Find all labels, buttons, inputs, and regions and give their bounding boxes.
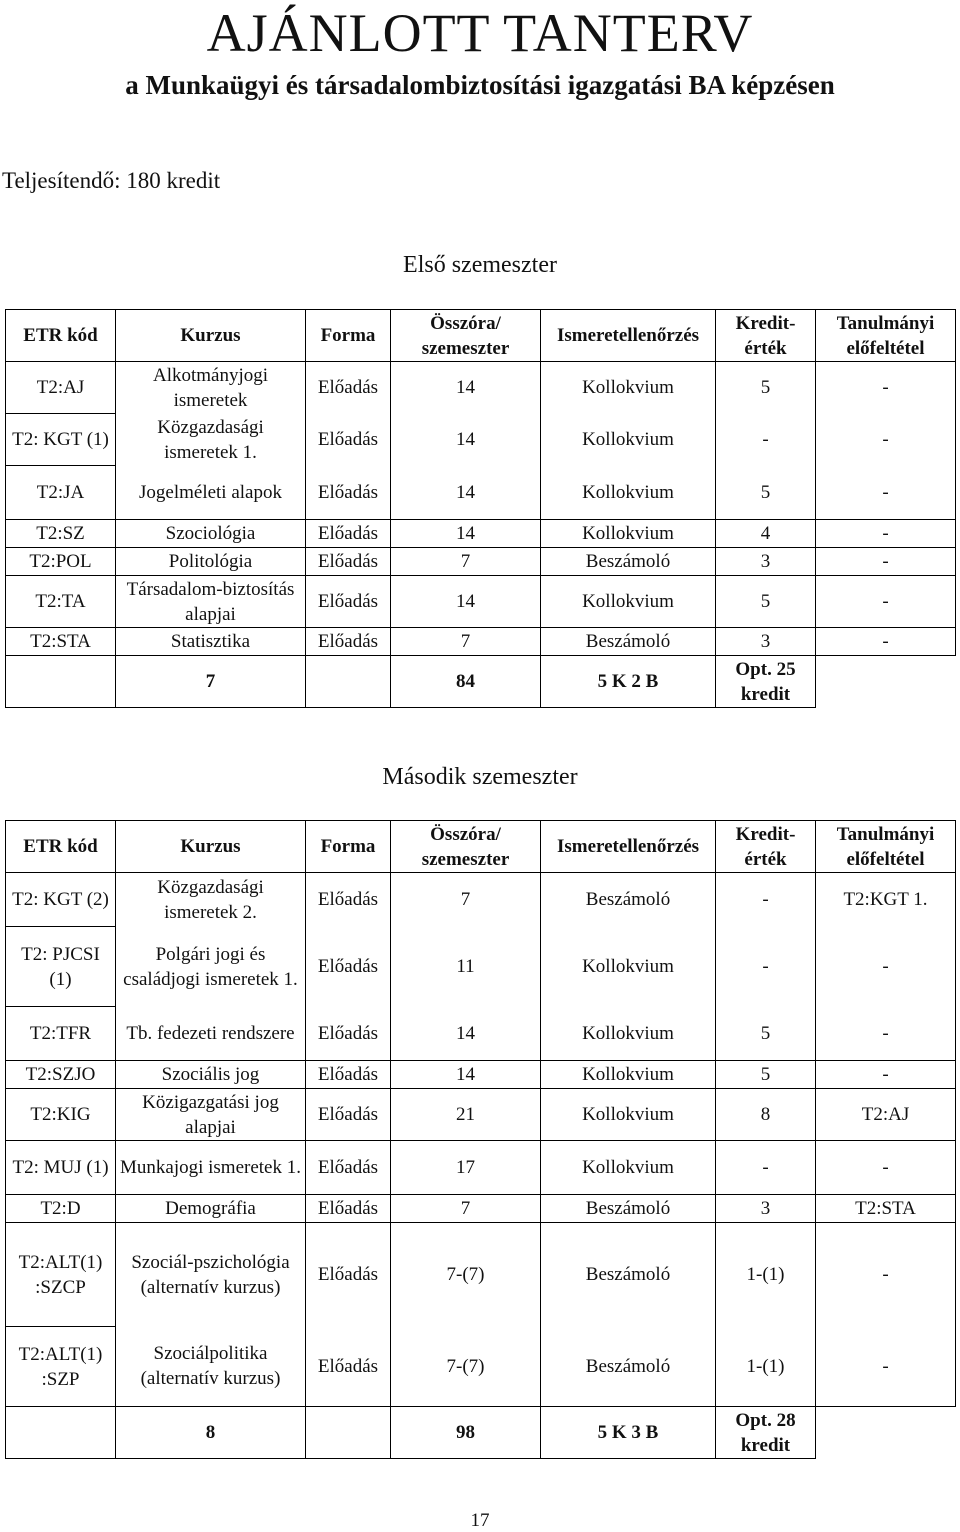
cell-code: T2:SZ <box>6 520 116 548</box>
table-header <box>6 821 956 873</box>
cell-prereq: - <box>816 520 956 548</box>
col-header: Tanulmányi előfeltétel <box>816 310 956 362</box>
col-header: Ismeretellenőrzés <box>541 821 716 873</box>
cell-hours: 14 <box>391 576 541 628</box>
cell-course: Közigazgatási jog alapjai <box>116 1089 306 1141</box>
cell-form: Előadás <box>306 927 391 1007</box>
table-row <box>6 628 956 656</box>
cell-prereq: T2:STA <box>816 1195 956 1223</box>
cell-exam: Kollokvium <box>541 1089 716 1141</box>
cell-form: Előadás <box>306 1223 391 1327</box>
cell-credit: - <box>716 1141 816 1195</box>
cell-hours: 7 <box>391 628 541 656</box>
cell-credit: - <box>716 873 816 927</box>
cell-code: T2:KIG <box>6 1089 116 1141</box>
cell-course: Szociális jog <box>116 1061 306 1089</box>
cell-form: Előadás <box>306 873 391 927</box>
cell-code: T2:AJ <box>6 362 116 414</box>
cell-form: Előadás <box>306 1195 391 1223</box>
cell-form: Előadás <box>306 466 391 520</box>
cell-form: Előadás <box>306 1141 391 1195</box>
cell-code: T2:STA <box>6 628 116 656</box>
cell-credit: 8 <box>716 1089 816 1141</box>
cell-code: T2:ALT(1) :SZP <box>6 1327 116 1407</box>
cell-prereq: T2:AJ <box>816 1089 956 1141</box>
table-row <box>6 1007 956 1061</box>
col-header: ETR kód <box>6 310 116 362</box>
cell-exam: Kollokvium <box>541 576 716 628</box>
col-header: Összóra/ szemeszter <box>391 310 541 362</box>
total-credits: Teljesítendő: 180 kredit <box>2 168 221 193</box>
cell-course: Szociálpolitika (alternatív kurzus) <box>116 1327 306 1407</box>
cell-code: T2: KGT (2) <box>6 873 116 927</box>
table-row <box>6 362 956 414</box>
cell-form: Előadás <box>306 1089 391 1141</box>
cell-exam: Kollokvium <box>541 414 716 466</box>
cell-course: Statisztika <box>116 628 306 656</box>
table-row <box>6 927 956 1007</box>
cell-empty <box>306 1407 391 1459</box>
cell-prereq: - <box>816 576 956 628</box>
cell-form: Előadás <box>306 520 391 548</box>
total-courses: 7 <box>116 656 306 708</box>
cell-credit: 5 <box>716 466 816 520</box>
cell-course: Szociál-pszichológia (alternatív kurzus) <box>116 1223 306 1327</box>
cell-prereq: - <box>816 927 956 1007</box>
cell-empty <box>306 656 391 708</box>
table-row <box>6 1061 956 1089</box>
document-title: AJÁNLOTT TANTERV <box>206 3 754 63</box>
table-row <box>6 1223 956 1327</box>
cell-course: Munkajogi ismeretek 1. <box>116 1141 306 1195</box>
cell-empty <box>6 656 116 708</box>
cell-credit: 5 <box>716 576 816 628</box>
total-exams: 5 K 3 B <box>541 1407 716 1459</box>
cell-code: T2:D <box>6 1195 116 1223</box>
cell-hours: 14 <box>391 1007 541 1061</box>
cell-exam: Kollokvium <box>541 1007 716 1061</box>
total-exams: 5 K 2 B <box>541 656 716 708</box>
cell-exam: Beszámoló <box>541 1223 716 1327</box>
table-row <box>6 548 956 576</box>
cell-code: T2: KGT (1) <box>6 414 116 466</box>
cell-empty <box>6 1407 116 1459</box>
cell-credit: 5 <box>716 362 816 414</box>
semester-1-title: Első szemeszter <box>403 252 557 278</box>
semester-2-title: Második szemeszter <box>382 764 578 790</box>
col-header: Kurzus <box>116 821 306 873</box>
cell-prereq: - <box>816 1327 956 1407</box>
cell-form: Előadás <box>306 1327 391 1407</box>
cell-course: Szociológia <box>116 520 306 548</box>
cell-hours: 14 <box>391 520 541 548</box>
table-row <box>6 1141 956 1195</box>
cell-exam: Beszámoló <box>541 548 716 576</box>
total-hours: 84 <box>391 656 541 708</box>
cell-exam: Kollokvium <box>541 362 716 414</box>
col-header: Forma <box>306 310 391 362</box>
col-header: Kredit-érték <box>716 821 816 873</box>
cell-prereq: - <box>816 1007 956 1061</box>
table-row <box>6 576 956 628</box>
totals-row <box>6 1407 956 1459</box>
cell-prereq: - <box>816 414 956 466</box>
cell-exam: Beszámoló <box>541 873 716 927</box>
cell-hours: 7 <box>391 1195 541 1223</box>
cell-credit: 3 <box>716 1195 816 1223</box>
cell-prereq: - <box>816 1141 956 1195</box>
cell-hours: 21 <box>391 1089 541 1141</box>
cell-exam: Beszámoló <box>541 1327 716 1407</box>
cell-empty <box>816 656 956 708</box>
cell-course: Közgazdasági ismeretek 1. <box>116 414 306 466</box>
cell-code: T2:ALT(1) :SZCP <box>6 1223 116 1327</box>
col-header: Ismeretellenőrzés <box>541 310 716 362</box>
cell-credit: 4 <box>716 520 816 548</box>
col-header: Forma <box>306 821 391 873</box>
table-row <box>6 1089 956 1141</box>
cell-hours: 14 <box>391 362 541 414</box>
total-credits: Opt. 28 kredit <box>716 1407 816 1459</box>
cell-hours: 7 <box>391 548 541 576</box>
table-row <box>6 1327 956 1407</box>
cell-credit: 1-(1) <box>716 1223 816 1327</box>
cell-code: T2:POL <box>6 548 116 576</box>
cell-credit: - <box>716 414 816 466</box>
cell-course: Tb. fedezeti rendszere <box>116 1007 306 1061</box>
col-header: Kredit-érték <box>716 310 816 362</box>
cell-code: T2:SZJO <box>6 1061 116 1089</box>
page-number: 17 <box>470 1510 490 1531</box>
cell-exam: Beszámoló <box>541 628 716 656</box>
cell-course: Társadalom-biztosítás alapjai <box>116 576 306 628</box>
cell-exam: Kollokvium <box>541 466 716 520</box>
cell-exam: Kollokvium <box>541 927 716 1007</box>
table-row <box>6 1195 956 1223</box>
cell-prereq: - <box>816 628 956 656</box>
table-row <box>6 466 956 520</box>
cell-prereq: - <box>816 362 956 414</box>
cell-hours: 7-(7) <box>391 1223 541 1327</box>
cell-prereq: - <box>816 1061 956 1089</box>
cell-code: T2: PJCSI (1) <box>6 927 116 1007</box>
cell-course: Demográfia <box>116 1195 306 1223</box>
col-header: Kurzus <box>116 310 306 362</box>
cell-prereq: T2:KGT 1. <box>816 873 956 927</box>
cell-hours: 7-(7) <box>391 1327 541 1407</box>
cell-hours: 17 <box>391 1141 541 1195</box>
cell-hours: 14 <box>391 1061 541 1089</box>
semester-2-table <box>5 820 956 1459</box>
cell-hours: 14 <box>391 466 541 520</box>
cell-form: Előadás <box>306 576 391 628</box>
semester-1-table <box>5 309 956 708</box>
cell-course: Jogelméleti alapok <box>116 466 306 520</box>
table-row <box>6 873 956 927</box>
total-hours: 98 <box>391 1407 541 1459</box>
cell-prereq: - <box>816 548 956 576</box>
cell-credit: 3 <box>716 548 816 576</box>
cell-code: T2:JA <box>6 466 116 520</box>
totals-row <box>6 656 956 708</box>
cell-course: Politológia <box>116 548 306 576</box>
cell-exam: Kollokvium <box>541 520 716 548</box>
cell-form: Előadás <box>306 548 391 576</box>
cell-credit: 3 <box>716 628 816 656</box>
cell-prereq: - <box>816 466 956 520</box>
total-courses: 8 <box>116 1407 306 1459</box>
cell-form: Előadás <box>306 1061 391 1089</box>
cell-credit: 5 <box>716 1007 816 1061</box>
cell-form: Előadás <box>306 628 391 656</box>
cell-code: T2: MUJ (1) <box>6 1141 116 1195</box>
document-subtitle: a Munkaügyi és társadalombiztosítási igazgatási BA képzésen <box>125 70 835 100</box>
cell-exam: Kollokvium <box>541 1141 716 1195</box>
cell-prereq: - <box>816 1223 956 1327</box>
cell-exam: Kollokvium <box>541 1061 716 1089</box>
cell-code: T2:TFR <box>6 1007 116 1061</box>
cell-empty <box>816 1407 956 1459</box>
cell-code: T2:TA <box>6 576 116 628</box>
col-header: ETR kód <box>6 821 116 873</box>
table-row <box>6 520 956 548</box>
cell-course: Alkotmányjogi ismeretek <box>116 362 306 414</box>
cell-course: Közgazdasági ismeretek 2. <box>116 873 306 927</box>
cell-credit: 1-(1) <box>716 1327 816 1407</box>
table-row <box>6 414 956 466</box>
col-header: Összóra/ szemeszter <box>391 821 541 873</box>
cell-form: Előadás <box>306 362 391 414</box>
cell-credit: - <box>716 927 816 1007</box>
cell-credit: 5 <box>716 1061 816 1089</box>
cell-form: Előadás <box>306 1007 391 1061</box>
cell-hours: 11 <box>391 927 541 1007</box>
cell-hours: 14 <box>391 414 541 466</box>
total-credits: Opt. 25 kredit <box>716 656 816 708</box>
col-header: Tanulmányi előfeltétel <box>816 821 956 873</box>
cell-course: Polgári jogi és családjogi ismeretek 1. <box>116 927 306 1007</box>
cell-form: Előadás <box>306 414 391 466</box>
cell-hours: 7 <box>391 873 541 927</box>
table-header <box>6 310 956 362</box>
cell-exam: Beszámoló <box>541 1195 716 1223</box>
